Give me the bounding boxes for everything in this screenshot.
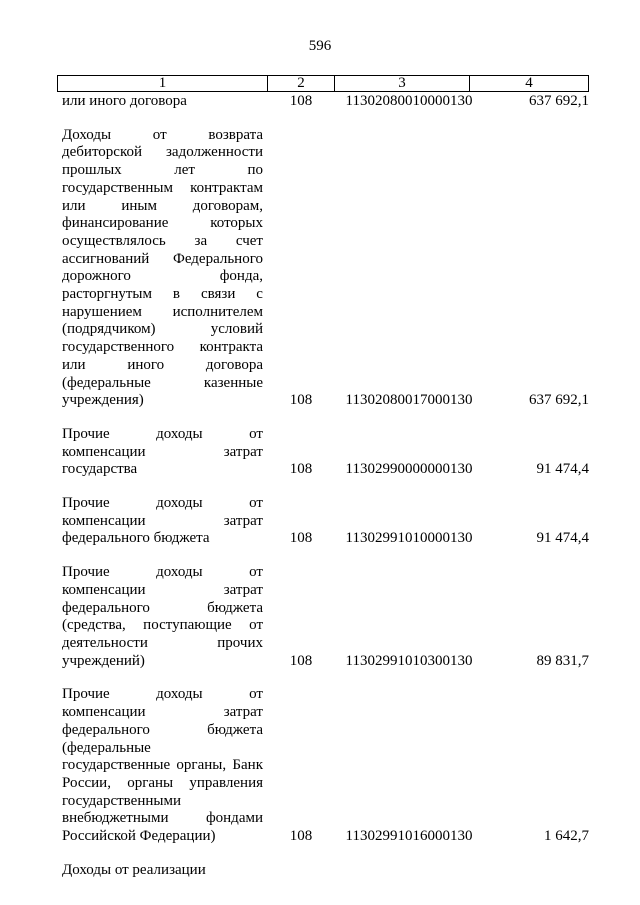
page-number: 596 (308, 38, 332, 54)
row-description (57, 686, 263, 845)
table-body (57, 93, 589, 879)
description-line: Прочие доходы от (62, 564, 263, 581)
description-line: России, органы управления (62, 774, 263, 791)
row-description (57, 862, 263, 880)
table-row (57, 426, 589, 479)
description-line: федерального бюджета (62, 721, 263, 738)
row-amount: 89 831,7 (536, 652, 589, 669)
table-row (57, 564, 589, 670)
description-line: (федеральные казенные (62, 374, 263, 391)
description-line: Прочие доходы от (62, 495, 263, 512)
header-col-2: 2 (268, 76, 335, 91)
row-amount: 637 692,1 (529, 392, 589, 409)
row-amount: 91 474,4 (536, 530, 589, 547)
row-admin-code: 108 (289, 392, 313, 409)
header-col-4: 4 (525, 75, 533, 91)
row-description (57, 495, 263, 548)
description-line: (федеральные (62, 739, 151, 756)
description-line: (подрядчиком) условий (62, 321, 263, 338)
description-line: учреждений) (62, 652, 145, 669)
description-line: государственные органы, Банк (62, 757, 263, 774)
description-line: учреждения) (62, 392, 144, 409)
description-line: Доходы от возврата (62, 126, 263, 143)
description-line: осуществлялось за счет (62, 232, 263, 249)
header-col-1: 1 (58, 76, 268, 91)
description-line: ассигнований Федерального (62, 250, 263, 267)
row-admin-code: 108 (289, 652, 313, 669)
description-line: государственными (62, 792, 181, 809)
row-budget-code: 11302991016000130 (345, 828, 473, 845)
table-header (57, 75, 589, 92)
row-amount: 1 642,7 (544, 828, 589, 845)
header-col-3: 3 (335, 76, 470, 91)
row-budget-code: 11302991010000130 (345, 530, 473, 547)
description-line: деятельности прочих (62, 634, 263, 651)
description-line: компенсации затрат (62, 512, 263, 529)
description-line: (средства, поступающие от (62, 617, 263, 634)
table-row (57, 127, 589, 410)
description-line: дебиторской задолженности (62, 144, 263, 161)
row-budget-code: 11302991010300130 (345, 652, 473, 669)
row-description (57, 93, 263, 111)
description-line: Прочие доходы от (62, 425, 263, 442)
row-admin-code: 108 (289, 93, 313, 109)
description-line: дорожного фонда, (62, 268, 263, 285)
description-line: внебюджетными фондами (62, 810, 263, 827)
row-budget-code: 11302080017000130 (345, 392, 473, 409)
description-line: компенсации затрат (62, 581, 263, 598)
row-budget-code: 11302080010000130 (345, 93, 473, 109)
description-line: или иным договорам, (62, 197, 263, 214)
table-row (57, 495, 589, 548)
description-line: Прочие доходы от (62, 686, 263, 703)
description-line: или иного договора (62, 356, 263, 373)
description-line: государственного контракта (62, 339, 263, 356)
description-line: государственным контрактам (62, 179, 263, 196)
row-description (57, 564, 263, 670)
row-budget-code: 11302990000000130 (345, 461, 473, 478)
row-admin-code: 108 (289, 828, 313, 845)
description-line: федерального бюджета (62, 530, 210, 547)
description-line: федерального бюджета (62, 599, 263, 616)
description-line: расторгнутым в связи с (62, 286, 263, 303)
row-description (57, 127, 263, 410)
table-row (57, 93, 589, 111)
description-line: финансирование которых (62, 215, 263, 232)
row-description (57, 426, 263, 479)
description-line: нарушением исполнителем (62, 303, 263, 320)
row-amount: 637 692,1 (529, 93, 589, 109)
description-line: государства (62, 461, 138, 478)
description-line: Российской Федерации) (62, 828, 216, 845)
row-amount: 91 474,4 (536, 461, 589, 478)
row-admin-code: 108 (289, 461, 313, 478)
row-admin-code: 108 (289, 530, 313, 547)
description-line: компенсации затрат (62, 443, 263, 460)
description-line: прошлых лет по (62, 162, 263, 179)
description-line: или иного договора (62, 93, 187, 109)
description-line: Доходы от реализации (62, 861, 206, 878)
table-row (57, 686, 589, 845)
description-line: компенсации затрат (62, 704, 263, 721)
table-row (57, 862, 589, 880)
